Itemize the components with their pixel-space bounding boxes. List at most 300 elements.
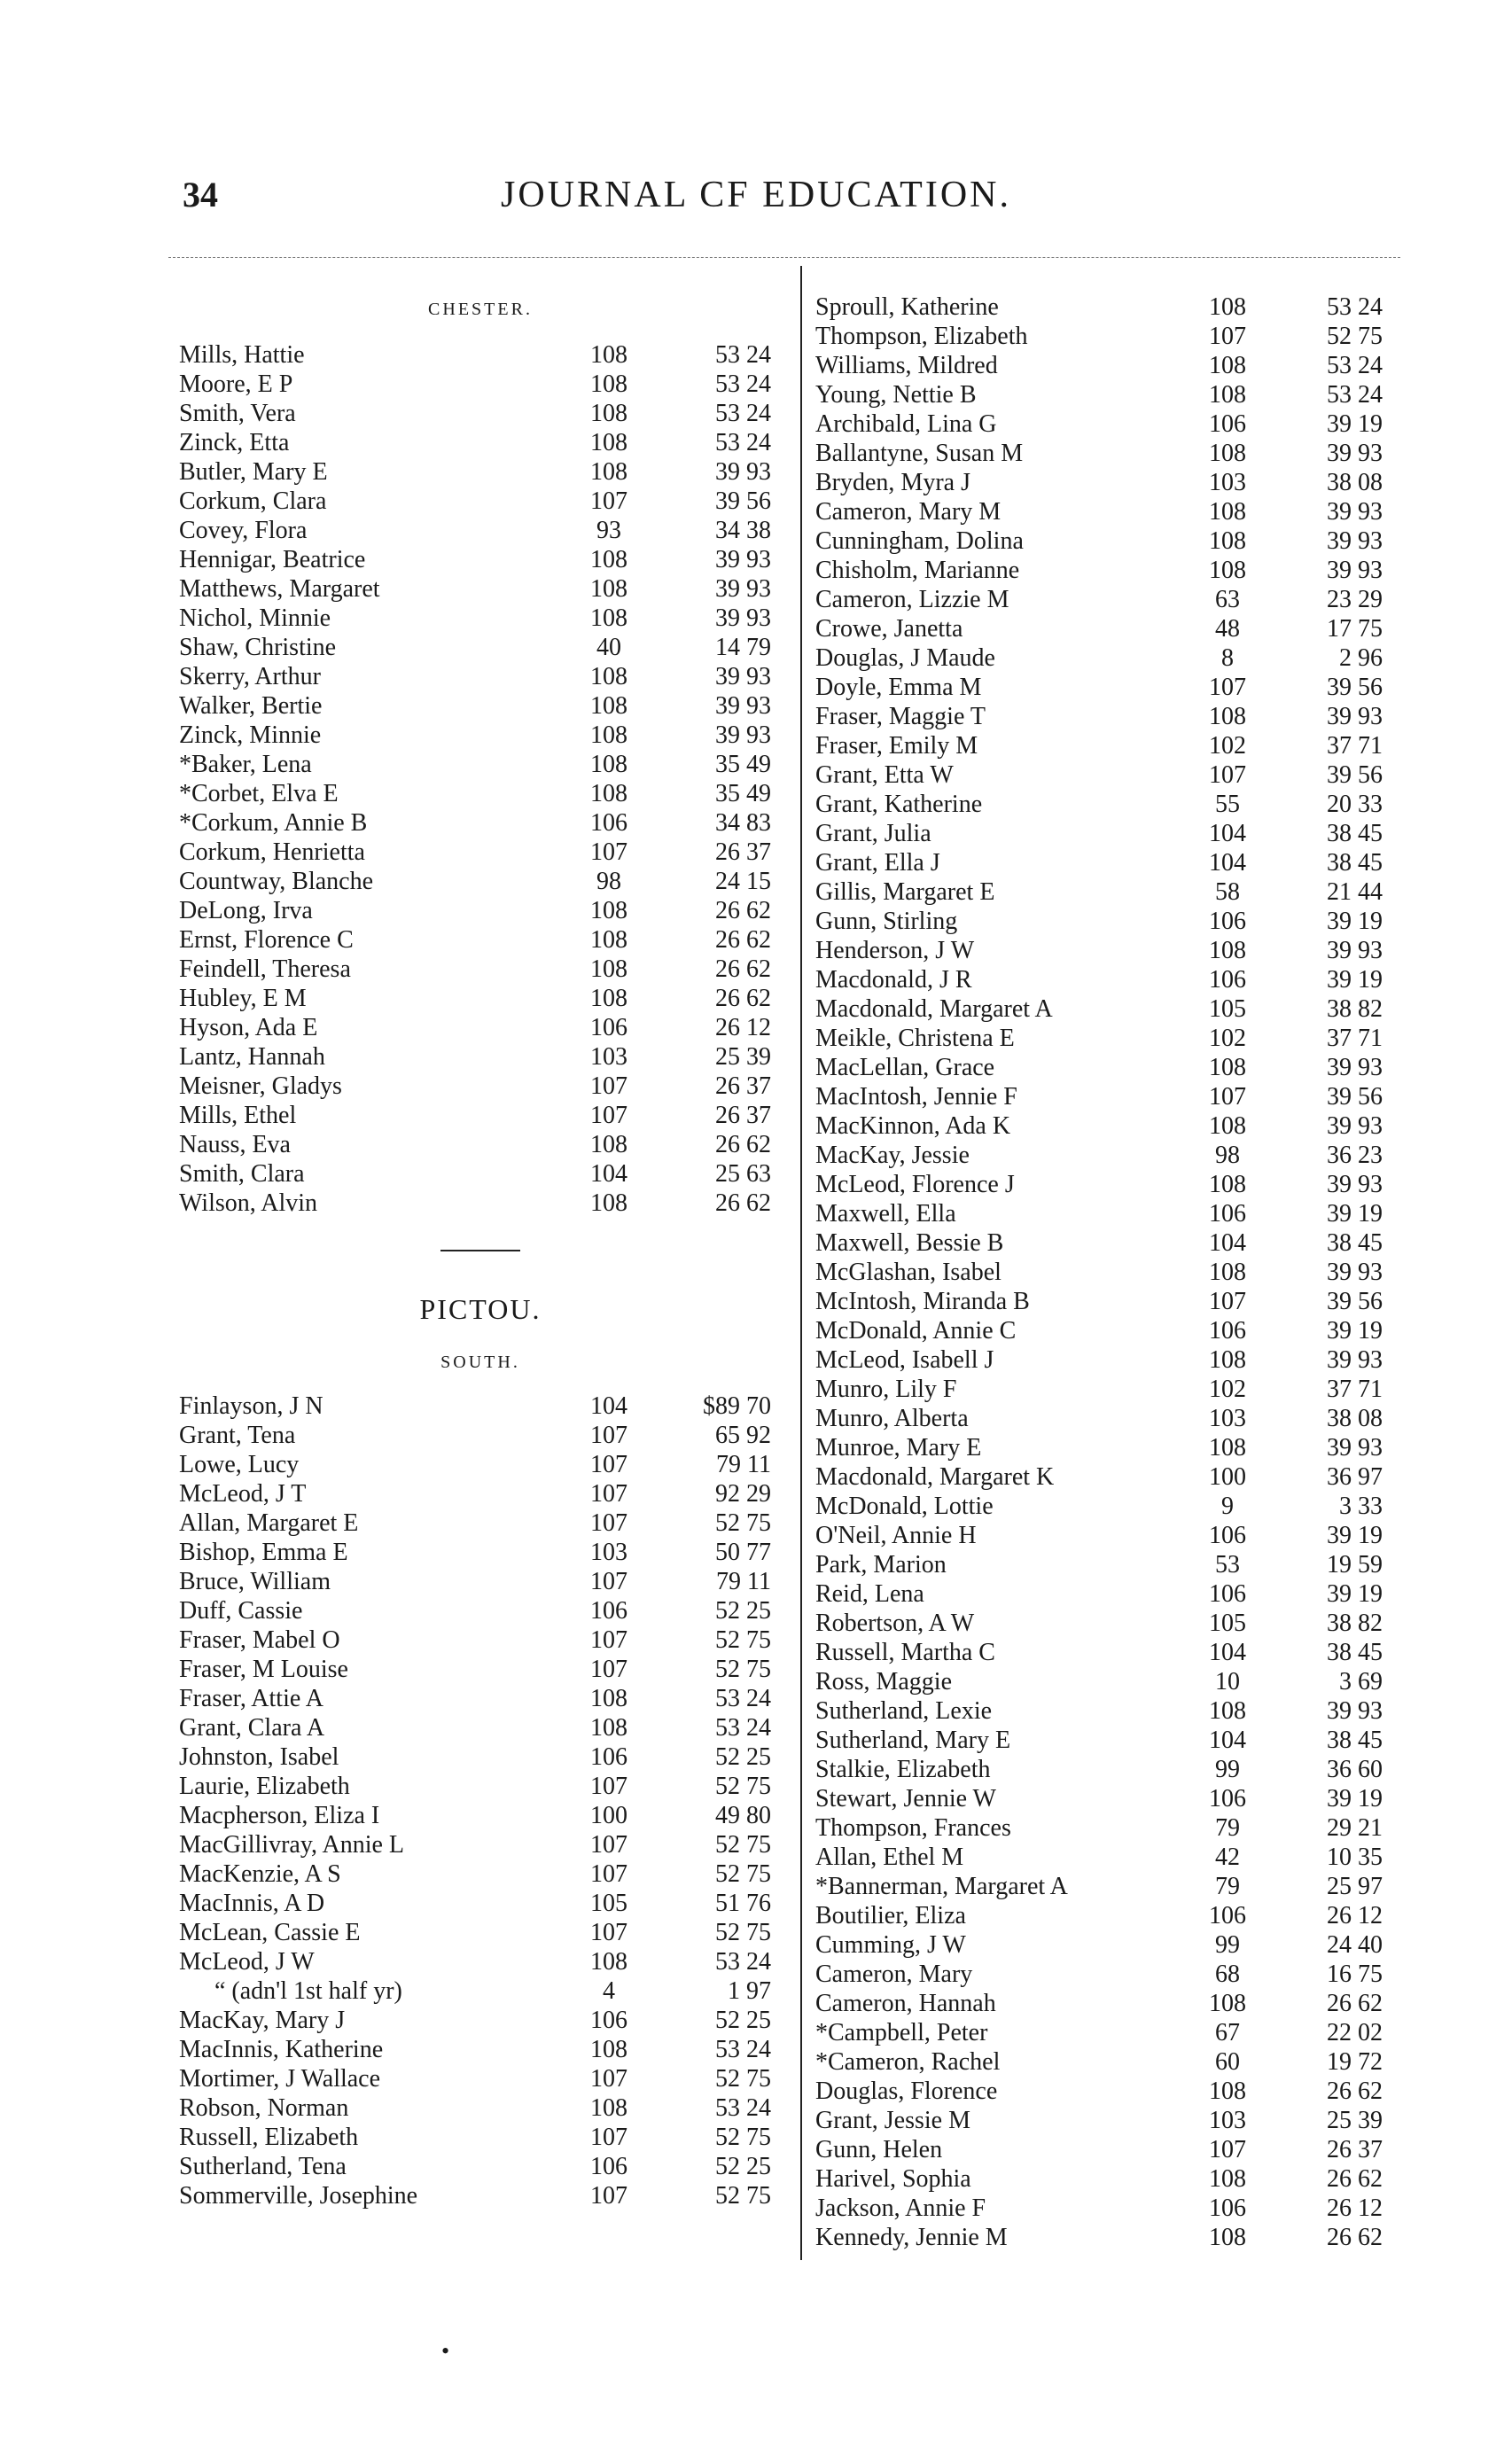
list-item: [179, 487, 782, 516]
grant-amount: 39 93: [1327, 1112, 1383, 1140]
page-number: 34: [183, 175, 218, 214]
grant-amount: 52 75: [1327, 323, 1383, 350]
grant-amount: 39 93: [715, 721, 771, 749]
teacher-name: Sutherland, Tena: [179, 2153, 347, 2180]
teacher-name: Russell, Martha C: [815, 1639, 995, 1666]
grant-amount: 1 97: [728, 1977, 771, 2005]
grant-amount: 25 97: [1327, 1873, 1383, 1900]
grant-amount: 52 75: [715, 1656, 771, 1683]
list-item: [179, 1684, 782, 1713]
days-taught: 108: [590, 458, 627, 486]
teacher-name: DeLong, Irva: [179, 897, 313, 924]
days-taught: 108: [1209, 2165, 1246, 2193]
grant-amount: 49 80: [715, 1802, 771, 1829]
list-item: [815, 965, 1400, 994]
teacher-name: *Corkum, Annie B: [179, 809, 368, 837]
grant-amount: 39 19: [1327, 1522, 1383, 1549]
days-taught: 108: [1209, 2224, 1246, 2251]
list-item: [815, 1141, 1400, 1170]
days-taught: 107: [590, 2182, 627, 2210]
grant-amount: 38 82: [1327, 1610, 1383, 1637]
teacher-name: *Baker, Lena: [179, 751, 312, 778]
list-item: [179, 1421, 782, 1450]
list-item: [815, 439, 1400, 468]
teacher-name: Reid, Lena: [815, 1580, 924, 1608]
days-taught: 108: [1209, 498, 1246, 526]
list-item: [815, 2135, 1400, 2164]
list-item: [179, 1830, 782, 1859]
grant-amount: 53 24: [715, 400, 771, 427]
list-item: [179, 1918, 782, 1947]
list-item: [815, 556, 1400, 585]
teacher-name: MacInnis, Katherine: [179, 2036, 384, 2063]
grant-amount: 39 93: [715, 604, 771, 632]
grant-amount: 35 49: [715, 780, 771, 807]
list-item: [815, 1521, 1400, 1550]
grant-amount: 26 12: [1327, 1902, 1383, 1929]
teacher-name: Robertson, A W: [815, 1610, 975, 1637]
list-item: [179, 1976, 782, 2006]
days-taught: 108: [1209, 1990, 1246, 2017]
days-taught: 108: [1209, 703, 1246, 730]
list-item: [179, 2064, 782, 2093]
south-list: [179, 1392, 782, 2210]
list-item: [179, 1101, 782, 1130]
days-taught: 10: [1215, 1668, 1240, 1696]
days-taught: 107: [1209, 1083, 1246, 1111]
days-taught: 100: [1209, 1463, 1246, 1491]
chester-list: [179, 340, 782, 1218]
teacher-name: Cameron, Mary M: [815, 498, 1002, 526]
list-item: [179, 867, 782, 896]
grant-amount: 39 56: [1327, 761, 1383, 789]
days-taught: 40: [596, 634, 621, 661]
teacher-name: Feindell, Theresa: [179, 955, 351, 983]
list-item: [179, 1801, 782, 1830]
days-taught: 106: [1209, 2194, 1246, 2222]
days-taught: 105: [590, 1890, 627, 1917]
teacher-name: Bishop, Emma E: [179, 1539, 348, 1566]
grant-amount: 16 75: [1327, 1961, 1383, 1988]
list-item: [815, 2106, 1400, 2135]
grant-amount: 21 44: [1327, 878, 1383, 906]
teacher-name: McLeod, J W: [179, 1948, 315, 1976]
grant-amount: 39 19: [1327, 1200, 1383, 1228]
grant-amount: 35 49: [715, 751, 771, 778]
grant-amount: 53 24: [715, 1948, 771, 1976]
grant-amount: 52 75: [715, 1626, 771, 1654]
teacher-name: Nichol, Minnie: [179, 604, 331, 632]
days-taught: 108: [590, 604, 627, 632]
days-taught: 107: [590, 1072, 627, 1100]
list-item: [179, 1567, 782, 1596]
days-taught: 104: [590, 1392, 627, 1420]
list-item: [815, 877, 1400, 907]
days-taught: 108: [590, 1948, 627, 1976]
grant-amount: 52 25: [715, 2007, 771, 2034]
teacher-name: Matthews, Margaret: [179, 575, 380, 603]
grant-amount: 39 56: [1327, 1288, 1383, 1315]
days-taught: 104: [590, 1160, 627, 1188]
grant-amount: 26 62: [715, 897, 771, 924]
grant-amount: 51 76: [715, 1890, 771, 1917]
grant-amount: 65 92: [715, 1422, 771, 1449]
teacher-name: Bruce, William: [179, 1568, 331, 1595]
grant-amount: 34 38: [715, 517, 771, 544]
list-item: [815, 1609, 1400, 1638]
list-item: [179, 808, 782, 838]
list-item: [815, 1813, 1400, 1843]
days-taught: 8: [1221, 644, 1234, 672]
list-item: [179, 750, 782, 779]
section-rule: [440, 1250, 520, 1251]
list-item: [179, 691, 782, 721]
teacher-name: Archibald, Lina G: [815, 410, 997, 438]
days-taught: 104: [1209, 849, 1246, 877]
teacher-name: Park, Marion: [815, 1551, 947, 1579]
list-item: [815, 936, 1400, 965]
grant-amount: 39 93: [1327, 557, 1383, 584]
header-rule: [168, 257, 1400, 258]
list-item: [179, 1159, 782, 1189]
days-taught: 106: [1209, 1200, 1246, 1228]
list-item: [179, 1042, 782, 1072]
days-taught: 108: [590, 1189, 627, 1217]
teacher-name: Smith, Vera: [179, 400, 296, 427]
days-taught: 103: [1209, 1405, 1246, 1432]
list-item: [815, 1843, 1400, 1872]
grant-amount: 39 93: [1327, 1346, 1383, 1374]
grant-amount: 39 19: [1327, 1317, 1383, 1345]
grant-amount: 79 11: [716, 1568, 771, 1595]
teacher-name: McLean, Cassie E: [179, 1919, 361, 1946]
teacher-name: Kennedy, Jennie M: [815, 2224, 1008, 2251]
list-item: [815, 2164, 1400, 2194]
grant-amount: 52 75: [715, 1773, 771, 1800]
grant-amount: 26 62: [1327, 2165, 1383, 2193]
teacher-name: *Campbell, Peter: [815, 2019, 988, 2046]
days-taught: 60: [1215, 2048, 1240, 2076]
list-item: [815, 351, 1400, 380]
teacher-name: Sutherland, Lexie: [815, 1697, 993, 1725]
list-item: [815, 731, 1400, 760]
days-taught: 79: [1215, 1814, 1240, 1842]
days-taught: 106: [1209, 1580, 1246, 1608]
grant-amount: 38 08: [1327, 469, 1383, 496]
grant-amount: 53 24: [715, 2094, 771, 2122]
teacher-name: Grant, Jessie M: [815, 2107, 970, 2134]
grant-amount: 29 21: [1327, 1814, 1383, 1842]
grant-amount: $89 70: [703, 1392, 771, 1420]
list-item: [815, 1316, 1400, 1345]
grant-amount: 39 93: [715, 458, 771, 486]
days-taught: 107: [1209, 1288, 1246, 1315]
list-item: [815, 1345, 1400, 1375]
list-item: [815, 1901, 1400, 1930]
teacher-name: Cunningham, Dolina: [815, 527, 1024, 555]
grant-amount: 38 45: [1327, 1229, 1383, 1257]
list-item: [815, 848, 1400, 877]
grant-amount: 24 15: [715, 868, 771, 895]
list-item: [815, 1287, 1400, 1316]
list-item: [815, 1170, 1400, 1199]
list-item: [815, 585, 1400, 614]
days-taught: 107: [590, 1860, 627, 1888]
days-taught: 108: [590, 751, 627, 778]
list-item: [179, 545, 782, 574]
days-taught: 106: [1209, 1785, 1246, 1812]
teacher-name: Grant, Ella J: [815, 849, 940, 877]
teacher-name: Macdonald, Margaret A: [815, 995, 1053, 1023]
days-taught: 108: [590, 429, 627, 456]
left-column: [179, 292, 782, 2210]
list-item: [815, 673, 1400, 702]
list-item: [179, 1625, 782, 1655]
list-item: [179, 633, 782, 662]
teacher-name: MacKinnon, Ada K: [815, 1112, 1011, 1140]
grant-amount: 39 93: [1327, 440, 1383, 467]
days-taught: 104: [1209, 1727, 1246, 1754]
teacher-name: MacKay, Jessie: [815, 1142, 970, 1169]
grant-amount: 26 62: [715, 955, 771, 983]
teacher-name: Cameron, Hannah: [815, 1990, 996, 2017]
list-item: [179, 1742, 782, 1772]
days-taught: 108: [590, 985, 627, 1012]
days-taught: 48: [1215, 615, 1240, 643]
days-taught: 103: [1209, 469, 1246, 496]
teacher-name: Shaw, Christine: [179, 634, 337, 661]
teacher-name: Boutilier, Eliza: [815, 1902, 966, 1929]
teacher-name: Macpherson, Eliza I: [179, 1802, 380, 1829]
days-taught: 108: [1209, 527, 1246, 555]
days-taught: 108: [1209, 937, 1246, 964]
grant-amount: 38 45: [1327, 1639, 1383, 1666]
list-item: [179, 2123, 782, 2152]
grant-amount: 39 93: [1327, 1259, 1383, 1286]
teacher-name: Nauss, Eva: [179, 1131, 291, 1158]
days-taught: 98: [596, 868, 621, 895]
days-taught: 103: [1209, 2107, 1246, 2134]
list-item: [815, 1726, 1400, 1755]
days-taught: 106: [590, 1014, 627, 1041]
list-item: [815, 1053, 1400, 1082]
teacher-name: O'Neil, Annie H: [815, 1522, 977, 1549]
days-taught: 105: [1209, 1610, 1246, 1637]
grant-amount: 26 62: [715, 1131, 771, 1158]
grant-amount: 39 93: [715, 663, 771, 690]
grant-amount: 52 75: [715, 1860, 771, 1888]
teacher-name: Ernst, Florence C: [179, 926, 354, 954]
grant-amount: 37 71: [1327, 1376, 1383, 1403]
days-taught: 79: [1215, 1873, 1240, 1900]
list-item: [179, 2181, 782, 2210]
teacher-name: Hubley, E M: [179, 985, 307, 1012]
days-taught: 108: [590, 897, 627, 924]
list-item: [815, 380, 1400, 409]
teacher-name: McIntosh, Miranda B: [815, 1288, 1030, 1315]
list-item: [815, 1258, 1400, 1287]
grant-amount: 39 93: [1327, 527, 1383, 555]
list-item: [179, 955, 782, 984]
grant-amount: 26 37: [715, 1072, 771, 1100]
teacher-name: McDonald, Lottie: [815, 1493, 994, 1520]
teacher-name: Walker, Bertie: [179, 692, 323, 720]
list-item: [815, 2047, 1400, 2077]
days-taught: 99: [1215, 1931, 1240, 1959]
grant-amount: 25 63: [715, 1160, 771, 1188]
grant-amount: 39 93: [1327, 1171, 1383, 1198]
grant-amount: 39 56: [1327, 1083, 1383, 1111]
grant-amount: 37 71: [1327, 1025, 1383, 1052]
days-taught: 108: [1209, 1171, 1246, 1198]
grant-amount: 26 62: [1327, 1990, 1383, 2017]
pictou-heading: PICTOU.: [419, 1293, 542, 1325]
teacher-name: Stewart, Jennie W: [815, 1785, 996, 1812]
list-item: [179, 1189, 782, 1218]
teacher-name: Mills, Hattie: [179, 341, 305, 369]
list-item: [815, 2223, 1400, 2252]
teacher-name: Hyson, Ada E: [179, 1014, 318, 1041]
teacher-name: Countway, Blanche: [179, 868, 374, 895]
grant-amount: 53 24: [715, 2036, 771, 2063]
grant-amount: 39 19: [1327, 1580, 1383, 1608]
days-taught: 104: [1209, 1639, 1246, 1666]
teacher-name: “ (adn'l 1st half yr): [214, 1977, 402, 2005]
days-taught: 106: [1209, 966, 1246, 994]
days-taught: 107: [590, 1626, 627, 1654]
page-header: [0, 174, 1512, 227]
list-item: [179, 428, 782, 457]
list-item: [179, 516, 782, 545]
days-taught: 108: [590, 1131, 627, 1158]
days-taught: 106: [590, 1743, 627, 1771]
right-list: [815, 292, 1400, 2252]
teacher-name: Duff, Cassie: [179, 1597, 303, 1625]
grant-amount: 38 82: [1327, 995, 1383, 1023]
list-item: [815, 1550, 1400, 1579]
days-taught: 107: [1209, 323, 1246, 350]
list-item: [815, 1024, 1400, 1053]
grant-amount: 38 08: [1327, 1405, 1383, 1432]
teacher-name: Hennigar, Beatrice: [179, 546, 366, 573]
days-taught: 55: [1215, 791, 1240, 818]
list-item: [815, 526, 1400, 556]
days-taught: 106: [1209, 1902, 1246, 1929]
grant-amount: 34 83: [715, 809, 771, 837]
list-item: [179, 340, 782, 370]
teacher-name: *Bannerman, Margaret A: [815, 1873, 1068, 1900]
teacher-name: Gunn, Stirling: [815, 908, 958, 935]
grant-amount: 53 24: [1327, 381, 1383, 409]
teacher-name: Meisner, Gladys: [179, 1072, 342, 1100]
grant-amount: 52 75: [715, 1831, 771, 1859]
days-taught: 108: [1209, 1434, 1246, 1462]
teacher-name: Zinck, Minnie: [179, 721, 322, 749]
teacher-name: Henderson, J W: [815, 937, 975, 964]
days-taught: 106: [1209, 1317, 1246, 1345]
list-item: [815, 1784, 1400, 1813]
south-heading: SOUTH.: [440, 1353, 520, 1372]
days-taught: 4: [603, 1977, 615, 2005]
list-item: [179, 984, 782, 1013]
teacher-name: MacKenzie, A S: [179, 1860, 341, 1888]
list-item: [815, 2194, 1400, 2223]
teacher-name: Munro, Lily F: [815, 1376, 957, 1403]
days-taught: 108: [1209, 352, 1246, 379]
list-item: [179, 1072, 782, 1101]
grant-amount: 39 93: [715, 546, 771, 573]
grant-amount: 36 97: [1327, 1463, 1383, 1491]
grant-amount: 39 19: [1327, 410, 1383, 438]
grant-amount: 79 11: [716, 1451, 771, 1478]
teacher-name: Young, Nettie B: [815, 381, 977, 409]
teacher-name: *Corbet, Elva E: [179, 780, 339, 807]
days-taught: 102: [1209, 1025, 1246, 1052]
days-taught: 108: [590, 1714, 627, 1742]
list-item: [815, 2018, 1400, 2047]
grant-amount: 25 39: [715, 1043, 771, 1071]
teacher-name: Fraser, Maggie T: [815, 703, 986, 730]
teacher-name: Lowe, Lucy: [179, 1451, 300, 1478]
days-taught: 106: [590, 2007, 627, 2034]
teacher-name: Bryden, Myra J: [815, 469, 970, 496]
teacher-name: Moore, E P: [179, 370, 293, 398]
days-taught: 108: [590, 341, 627, 369]
teacher-name: Macdonald, Margaret K: [815, 1463, 1055, 1491]
teacher-name: Crowe, Janetta: [815, 615, 963, 643]
list-item: [179, 1655, 782, 1684]
grant-amount: 53 24: [715, 429, 771, 456]
teacher-name: Fraser, Attie A: [179, 1685, 323, 1712]
grant-amount: 38 45: [1327, 849, 1383, 877]
list-item: [179, 896, 782, 925]
list-item: [815, 409, 1400, 439]
days-taught: 108: [590, 400, 627, 427]
teacher-name: MacIntosh, Jennie F: [815, 1083, 1017, 1111]
teacher-name: Fraser, Mabel O: [179, 1626, 340, 1654]
grant-amount: 53 24: [715, 370, 771, 398]
days-taught: 108: [1209, 1112, 1246, 1140]
days-taught: 106: [1209, 908, 1246, 935]
grant-amount: 26 37: [715, 838, 771, 866]
list-item: [179, 925, 782, 955]
teacher-name: McLeod, J T: [179, 1480, 307, 1508]
days-taught: 108: [1209, 1697, 1246, 1725]
teacher-name: Williams, Mildred: [815, 352, 998, 379]
grant-amount: 3 69: [1339, 1668, 1383, 1696]
grant-amount: 36 60: [1327, 1756, 1383, 1783]
days-taught: 107: [1209, 674, 1246, 701]
teacher-name: Cumming, J W: [815, 1931, 966, 1959]
grant-amount: 26 62: [1327, 2078, 1383, 2105]
grant-amount: 39 56: [715, 487, 771, 515]
teacher-name: Gunn, Helen: [815, 2136, 943, 2163]
list-item: [815, 1404, 1400, 1433]
teacher-name: Harivel, Sophia: [815, 2165, 971, 2193]
teacher-name: Robson, Norman: [179, 2094, 349, 2122]
grant-amount: 39 93: [1327, 703, 1383, 730]
grant-amount: 26 62: [1327, 2224, 1383, 2251]
list-item: [179, 2152, 782, 2181]
days-taught: 106: [590, 2153, 627, 2180]
days-taught: 108: [1209, 381, 1246, 409]
list-item: [815, 1930, 1400, 1960]
list-item: [815, 1462, 1400, 1492]
list-item: [179, 2093, 782, 2123]
list-item: [815, 907, 1400, 936]
days-taught: 63: [1215, 586, 1240, 613]
days-taught: 107: [590, 1919, 627, 1946]
